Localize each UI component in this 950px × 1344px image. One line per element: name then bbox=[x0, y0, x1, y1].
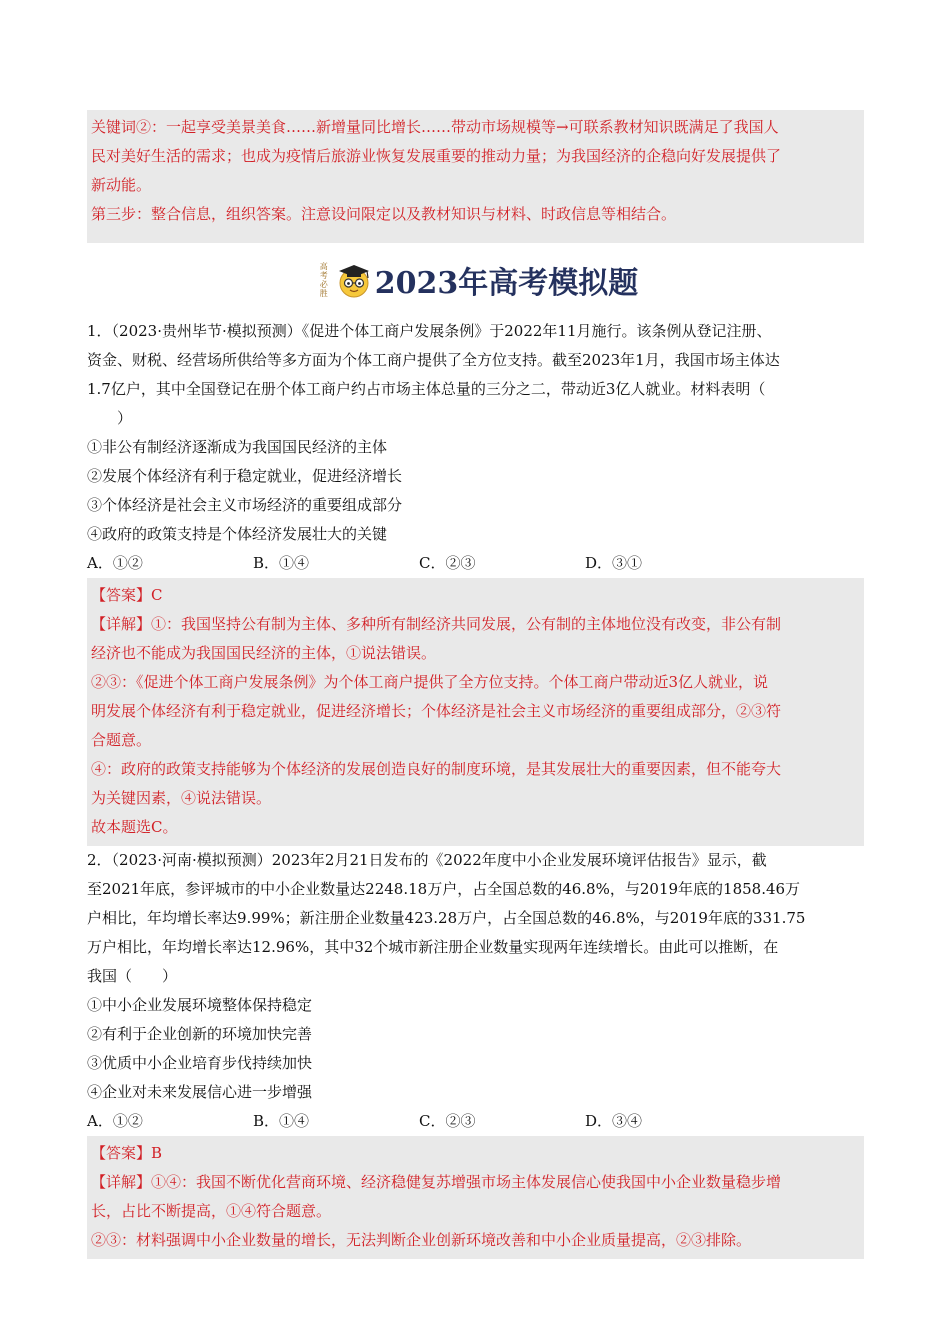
question-1-item-2: ②发展个体经济有利于稳定就业，促进经济增长 bbox=[87, 467, 403, 485]
question-1-option-a: A．①② bbox=[87, 554, 143, 572]
question-1-conclusion: 故本题选C。 bbox=[91, 818, 178, 836]
question-2-answer-block bbox=[87, 1136, 864, 1259]
section-banner bbox=[87, 249, 864, 311]
question-1-stem-line-4: ） bbox=[87, 409, 133, 427]
intro-analysis-block bbox=[87, 110, 864, 243]
question-2-detail-line-3: ②③：材料强调中小企业数量的增长，无法判断企业创新环境改善和中小企业质量提高，②③排除。 bbox=[91, 1231, 752, 1249]
question-2-stem-line-3: 户相比，年均增长率达9.99%；新注册企业数量423.28万户，占全国总数的46.8%，与2019年底的331.75 bbox=[87, 909, 806, 927]
question-1-detail-line-6: ④：政府的政策支持能够为个体经济的发展创造良好的制度环境，是其发展壮大的重要因素，但不能夸大 bbox=[91, 760, 782, 778]
question-1-option-b: B．①④ bbox=[253, 554, 310, 572]
question-2-item-2: ②有利于企业创新的环境加快完善 bbox=[87, 1025, 313, 1043]
section-title: 2023年高考模拟题 bbox=[374, 266, 639, 301]
question-2-stem-line-1: 2．（2023·河南·模拟预测）2023年2月21日发布的《2022年度中小企业发展环境评估报告》显示，截 bbox=[87, 851, 767, 869]
question-2-stem-line-4: 万户相比，年均增长率达12.96%，其中32个城市新注册企业数量实现两年连续增长。由此可以推断，在 bbox=[87, 938, 779, 956]
step-three-line: 第三步：整合信息，组织答案。注意设问限定以及教材知识与材料、时政信息等相结合。 bbox=[91, 205, 677, 223]
question-2-detail-line-2: 长，占比不断提高，①④符合题意。 bbox=[91, 1202, 332, 1220]
question-1-detail-line-4: 明发展个体经济有利于稳定就业，促进经济增长；个体经济是社会主义市场经济的重要组成部分，②③符 bbox=[91, 702, 782, 720]
question-1-detail-line-7: 为关键因素，④说法错误。 bbox=[91, 789, 272, 807]
question-1-detail-line-5: 合题意。 bbox=[91, 731, 152, 749]
question-2-option-d: D．③④ bbox=[585, 1112, 643, 1130]
question-1-answer-block bbox=[87, 578, 864, 846]
question-2-stem-line-5: 我国（ ） bbox=[87, 967, 178, 985]
question-1 bbox=[87, 317, 864, 846]
question-2 bbox=[87, 846, 864, 1259]
question-2-stem-line-2: 至2021年底，参评城市的中小企业数量达2248.18万户，占全国总数的46.8%，与2019年底的1858.46万 bbox=[87, 880, 801, 898]
question-1-options bbox=[87, 549, 864, 578]
question-1-item-4: ④政府的政策支持是个体经济发展壮大的关键 bbox=[87, 525, 388, 543]
keyword-line-2: 民对美好生活的需求；也成为疫情后旅游业恢复发展重要的推动力量；为我国经济的企稳向好发展提供了 bbox=[91, 147, 782, 165]
graduate-emoji-icon bbox=[337, 262, 371, 298]
question-1-item-1: ①非公有制经济逐渐成为我国国民经济的主体 bbox=[87, 438, 388, 456]
question-1-answer: 【答案】C bbox=[91, 586, 163, 604]
question-1-stem-line-3: 1.7亿户，其中全国登记在册个体工商户约占市场主体总量的三分之二，带动近3亿人就业。材料表明（ bbox=[87, 380, 766, 398]
keyword-line-3: 新动能。 bbox=[91, 176, 152, 194]
question-2-option-a: A．①② bbox=[87, 1112, 143, 1130]
question-1-stem-line-2: 资金、财税、经营场所供给等多方面为个体工商户提供了全方位支持。截至2023年1月，我国市场主体达 bbox=[87, 351, 780, 369]
question-1-option-d: D．③① bbox=[585, 554, 643, 572]
question-2-item-1: ①中小企业发展环境整体保持稳定 bbox=[87, 996, 313, 1014]
question-1-option-c: C．②③ bbox=[419, 554, 476, 572]
question-2-answer: 【答案】B bbox=[91, 1144, 163, 1162]
question-2-option-c: C．②③ bbox=[419, 1112, 476, 1130]
question-2-option-b: B．①④ bbox=[253, 1112, 310, 1130]
question-1-item-3: ③个体经济是社会主义市场经济的重要组成部分 bbox=[87, 496, 403, 514]
question-2-item-4: ④企业对未来发展信心进一步增强 bbox=[87, 1083, 313, 1101]
keyword-line-1: 关键词②：一起享受美景美食……新增量同比增长……带动市场规模等→可联系教材知识既满足了我国人 bbox=[91, 118, 779, 136]
question-1-detail-line-3: ②③：《促进个体工商户发展条例》为个体工商户提供了全方位支持。个体工商户带动近3亿人就业，说 bbox=[91, 673, 769, 691]
question-2-item-3: ③优质中小企业培育步伐持续加快 bbox=[87, 1054, 313, 1072]
document-page bbox=[87, 110, 864, 1259]
question-1-stem-line-1: 1．（2023·贵州毕节·模拟预测）《促进个体工商户发展条例》于2022年11月施行。该条例从登记注册、 bbox=[87, 322, 772, 340]
question-1-detail-line-2: 经济也不能成为我国国民经济的主体，①说法错误。 bbox=[91, 644, 437, 662]
question-2-detail-line-1: 【详解】①④：我国不断优化营商环境、经济稳健复苏增强市场主体发展信心使我国中小企业数量稳步增 bbox=[91, 1173, 782, 1191]
seal-text: 高 考 必 胜 bbox=[319, 262, 328, 298]
question-1-detail-line-1: 【详解】①：我国坚持公有制为主体、多种所有制经济共同发展，公有制的主体地位没有改变，非公有制 bbox=[91, 615, 782, 633]
question-2-options bbox=[87, 1107, 864, 1136]
